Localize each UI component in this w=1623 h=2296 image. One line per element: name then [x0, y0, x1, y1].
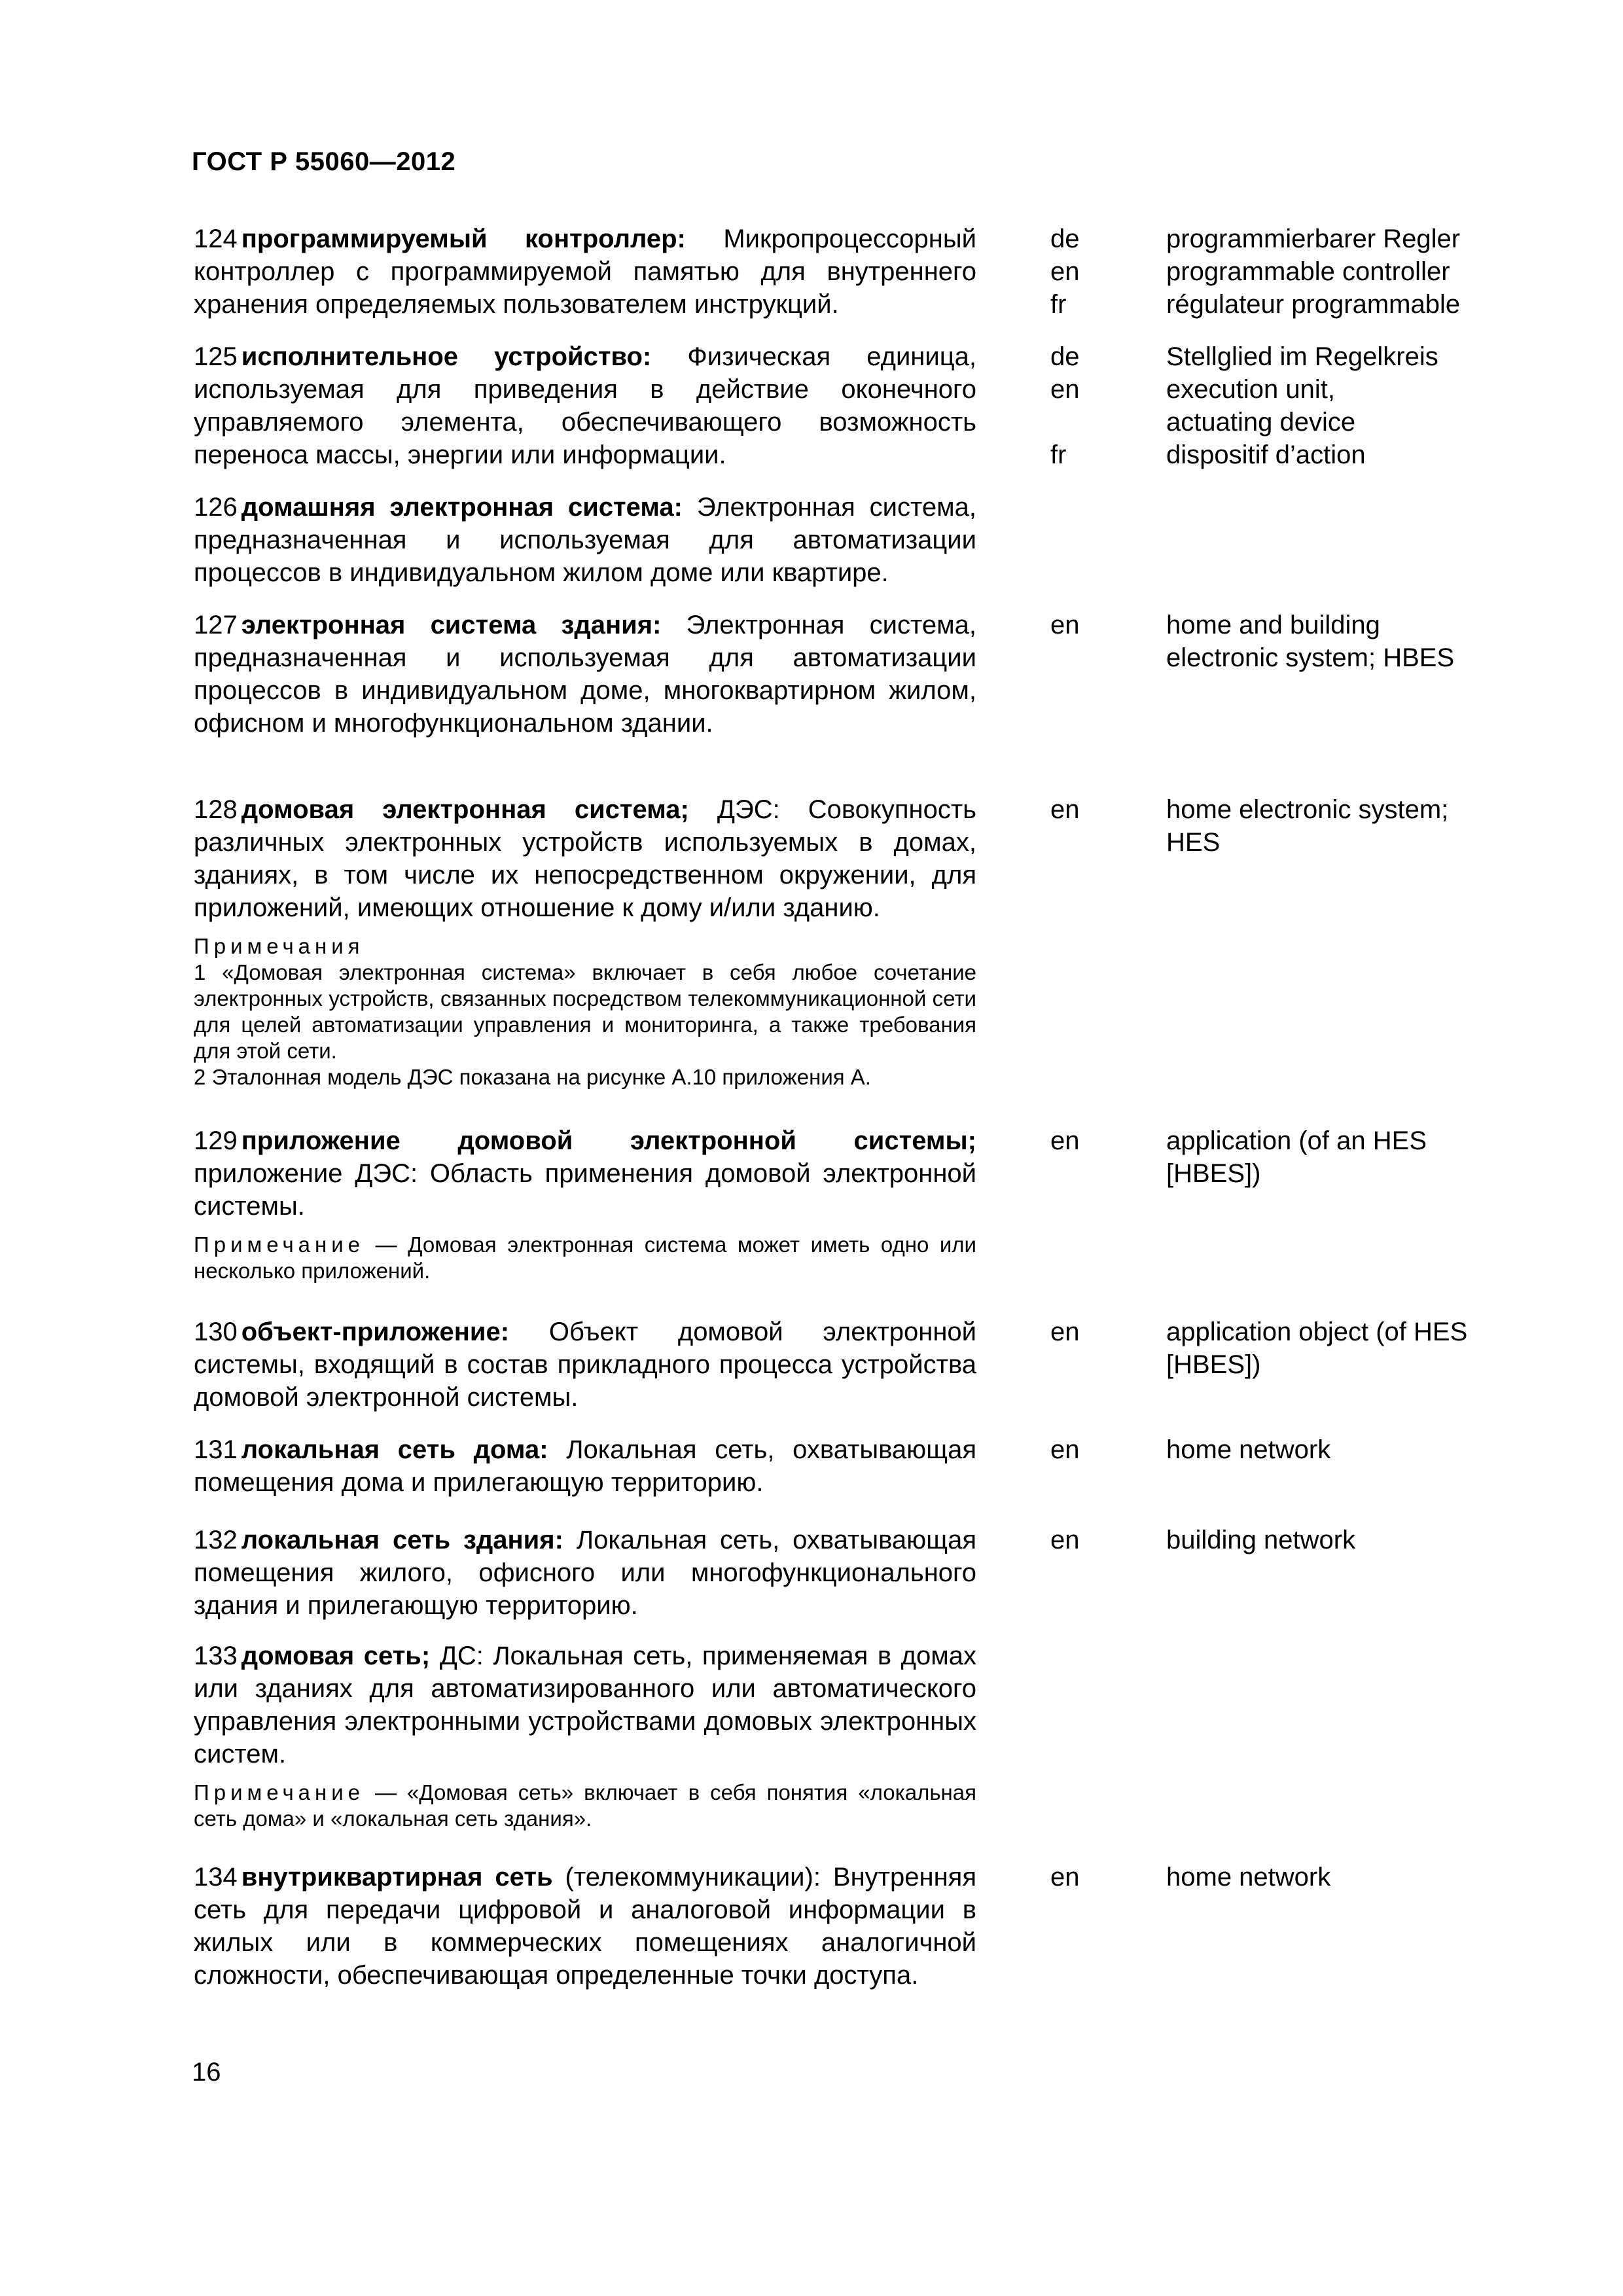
language-code: de	[1050, 342, 1080, 371]
entry-definition	[194, 1124, 976, 1284]
entry-term: домовая электронная система;	[241, 795, 689, 824]
note-text: — Домовая электронная система может иметь одно или несколько приложений.	[194, 1232, 976, 1283]
foreign-terms	[1166, 793, 1493, 859]
entry-number: 134	[194, 1863, 238, 1892]
language-code: fr	[1050, 290, 1067, 319]
language-codes	[1050, 793, 1129, 826]
note-label: Примечание	[194, 1232, 365, 1257]
foreign-term: HES	[1166, 828, 1221, 857]
language-code: en	[1050, 795, 1080, 824]
foreign-term: programmable controller	[1166, 257, 1450, 286]
foreign-term: [HBES])	[1166, 1159, 1261, 1188]
entry-text: Электронная система, предназначенная и используемая для автоматизации процессов в индивидуальном доме, многоквартирном жилом, офисном и многофункциональном здании.	[194, 611, 976, 738]
foreign-term: [HBES])	[1166, 1350, 1261, 1379]
language-code: en	[1050, 1435, 1080, 1464]
entry-text: ДС: Локальная сеть, применяемая в домах или зданиях для автоматизированного или автоматического управления электронными устройствами домовых электронных систем.	[194, 1641, 976, 1768]
entry-term: домовая сеть;	[241, 1641, 431, 1670]
entry-note	[194, 1232, 976, 1284]
entry-number: 132	[194, 1526, 238, 1554]
entry-term: локальная сеть дома:	[241, 1435, 548, 1464]
language-codes	[1050, 223, 1129, 321]
language-code: en	[1050, 1126, 1080, 1155]
entry-definition	[194, 223, 976, 321]
language-codes	[1050, 1124, 1129, 1157]
entry-term: объект-приложение:	[241, 1318, 510, 1346]
language-code: fr	[1050, 440, 1067, 469]
foreign-term: home and building	[1166, 611, 1380, 639]
language-code: en	[1050, 375, 1080, 404]
entry-number: 128	[194, 795, 238, 824]
entry-text: Локальная сеть, охватывающая помещения дома и прилегающую территорию.	[194, 1435, 976, 1497]
foreign-terms	[1166, 1433, 1493, 1466]
entry-number: 129	[194, 1126, 238, 1155]
entry-definition	[194, 1316, 976, 1414]
entry-definition	[194, 1433, 976, 1499]
foreign-terms	[1166, 340, 1493, 471]
entry-definition	[194, 609, 976, 740]
language-codes	[1050, 609, 1129, 641]
language-code: en	[1050, 1318, 1080, 1346]
entry-text: Микропроцессорный контроллер с программируемой памятью для внутреннего хранения определяемых пользователем инструкций.	[194, 224, 976, 319]
foreign-term: execution unit,	[1166, 375, 1335, 404]
language-code: en	[1050, 1526, 1080, 1554]
entry-definition	[194, 793, 976, 1090]
foreign-term: home network	[1166, 1863, 1331, 1892]
entry-text: (телекоммуникации): Внутренняя сеть для передачи цифровой и аналоговой информации в жилых или в коммерческих помещениях аналогичной сложности, обеспечивающая определенные точки доступа.	[194, 1863, 976, 1990]
entry-text: Локальная сеть, охватывающая помещения жилого, офисного или многофункционального здания и прилегающую территорию.	[194, 1526, 976, 1620]
entry-number: 133	[194, 1641, 238, 1670]
language-code: en	[1050, 611, 1080, 639]
language-codes	[1050, 1524, 1129, 1556]
entry-term: внутриквартирная сеть	[241, 1863, 553, 1892]
entry-text: Физическая единица, используемая для приведения в действие оконечного управляемого элемента, обеспечивающего возможность переноса массы, энергии или информации.	[194, 342, 977, 469]
entry-term: домашняя электронная система:	[241, 493, 683, 522]
note-label: Примечание	[194, 1780, 365, 1804]
foreign-term: building network	[1166, 1526, 1356, 1554]
entry-text: приложение ДЭС: Область применения домовой электронной системы.	[194, 1159, 976, 1221]
language-code: de	[1050, 224, 1080, 253]
entry-number: 126	[194, 493, 238, 522]
foreign-term: programmierbarer Regler	[1166, 224, 1461, 253]
language-code: en	[1050, 257, 1080, 286]
entry-term: исполнительное устройство:	[241, 342, 652, 371]
entry-number: 131	[194, 1435, 238, 1464]
note-line: 1 «Домовая электронная система» включает в себя любое сочетание электронных устройств, связанных посредством телекоммуникационной сети для целей автоматизации управления и мониторинга, а также требования для этой сети.	[194, 960, 976, 1063]
entry-number: 124	[194, 224, 238, 253]
language-code: en	[1050, 1863, 1080, 1892]
entry-text: ДЭС: Совокупность различных электронных устройств используемых в домах, зданиях, в том числе их непосредственном окружении, для приложений, имеющих отношение к дому и/или зданию.	[194, 795, 976, 922]
foreign-term: application object (of HES	[1166, 1318, 1468, 1346]
entry-definition	[194, 1640, 976, 1832]
entry-definition	[194, 1861, 976, 1992]
entry-definition	[194, 491, 976, 589]
entry-number: 125	[194, 342, 238, 371]
foreign-term: electronic system; HBES	[1166, 643, 1455, 672]
note-line: 2 Эталонная модель ДЭС показана на рисунке А.10 приложения А.	[194, 1065, 871, 1089]
page-number: 16	[192, 2058, 221, 2087]
language-code	[1050, 406, 1129, 439]
entry-note	[194, 1780, 976, 1832]
foreign-term: régulateur programmable	[1166, 290, 1461, 319]
foreign-terms	[1166, 1124, 1493, 1190]
entry-term: приложение домовой электронной системы;	[241, 1126, 976, 1155]
entry-term: программируемый контроллер:	[241, 224, 686, 253]
language-codes	[1050, 1861, 1129, 1893]
language-codes	[1050, 1433, 1129, 1466]
language-codes	[1050, 1316, 1129, 1348]
entry-text: Объект домовой электронной системы, входящий в состав прикладного процесса устройства домовой электронной системы.	[194, 1318, 976, 1412]
standard-header: ГОСТ Р 55060—2012	[192, 147, 456, 176]
foreign-term: application (of an HES	[1166, 1126, 1427, 1155]
foreign-terms	[1166, 609, 1493, 674]
entry-number: 130	[194, 1318, 238, 1346]
entry-term: электронная система здания:	[241, 611, 662, 639]
note-text: — «Домовая сеть» включает в себя понятия «локальная сеть дома» и «локальная сеть здания».	[194, 1780, 976, 1831]
foreign-terms	[1166, 223, 1493, 321]
foreign-terms	[1166, 1316, 1493, 1381]
note-label: Примечания	[194, 934, 365, 958]
foreign-term: home electronic system;	[1166, 795, 1449, 824]
entry-text: Электронная система, предназначенная и используемая для автоматизации процессов в индивидуальном жилом доме или квартире.	[194, 493, 977, 587]
language-codes	[1050, 340, 1129, 471]
foreign-term: home network	[1166, 1435, 1331, 1464]
entry-definition	[194, 1524, 976, 1622]
entry-number: 127	[194, 611, 238, 639]
foreign-term: actuating device	[1166, 408, 1356, 437]
entry-definition	[194, 340, 976, 471]
foreign-term: Stellglied im Regelkreis	[1166, 342, 1438, 371]
foreign-terms	[1166, 1861, 1493, 1893]
foreign-term: dispositif d’action	[1166, 440, 1366, 469]
entry-notes	[194, 933, 976, 1090]
foreign-terms	[1166, 1524, 1493, 1556]
entry-term: локальная сеть здания:	[241, 1526, 563, 1554]
